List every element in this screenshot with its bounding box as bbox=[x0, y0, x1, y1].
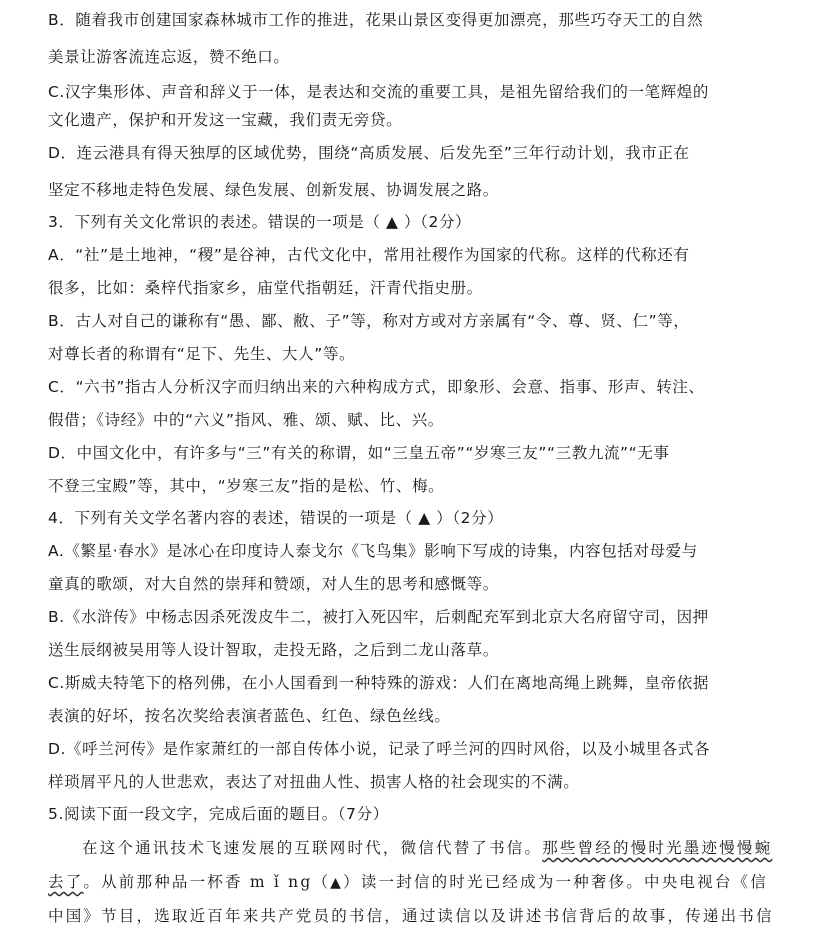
option-c-line-2: 文化遗产，保护和开发这一宝藏，我们责无旁贷。 bbox=[48, 111, 403, 129]
option-c-line-1: C.汉字集形体、声音和辞义于一体，是表达和交流的重要工具，是祖先留给我们的一笔辉煌的 bbox=[48, 83, 709, 101]
passage-text: 。从前那种品一杯香 m ǐ ng（ bbox=[83, 873, 331, 891]
passage-text: ）读一封信的时光已经成为一种奢侈。中央电视台《信 bbox=[343, 873, 768, 891]
question-4-title: 4．下列有关文学名著内容的表述，错误的一项是（ ▲ ）（2分） bbox=[48, 509, 504, 527]
q3-option-a-line-2: 很多，比如：桑梓代指家乡，庙堂代指朝廷，汗青代指史册。 bbox=[48, 279, 483, 297]
q3-option-a-line-1: A．“社”是土地神，“稷”是谷神，古代文化中，常用社稷作为国家的代称。这样的代称还有 bbox=[48, 246, 690, 264]
question-3-title: 3．下列有关文化常识的表述。错误的一项是（ ▲ ）（2分） bbox=[48, 213, 472, 231]
q3-option-d-line-2: 不登三宝殿”等，其中，“岁寒三友”指的是松、竹、梅。 bbox=[48, 477, 445, 495]
wavy-underlined-sentence-end: 去了 bbox=[48, 873, 84, 891]
passage-line-2 bbox=[48, 872, 778, 893]
q4-option-b-line-2: 送生辰纲被吴用等人设计智取，走投无路，之后到二龙山落草。 bbox=[48, 641, 499, 659]
passage-line-1 bbox=[82, 838, 773, 858]
option-b-line-2: 美景让游客流连忘返，赞不绝口。 bbox=[48, 48, 290, 66]
q3-option-b-line-1: B．古人对自己的谦称有“愚、鄙、敝、子”等，称对方或对方亲属有“令、尊、贤、仁”等， bbox=[48, 312, 690, 330]
wavy-underlined-sentence: 那些曾经的慢时光墨迹慢慢蜿 bbox=[542, 839, 773, 857]
q4-option-c-line-1: C.斯威夫特笔下的格列佛，在小人国看到一种特殊的游戏：人们在离地高绳上跳舞，皇帝依据 bbox=[48, 674, 709, 692]
passage-text: 在这个通讯技术飞速发展的互联网时代，微信代替了书信。 bbox=[82, 839, 543, 857]
q3-option-c-line-2: 假借；《诗经》中的“六义”指风、雅、颂、赋、比、兴。 bbox=[48, 411, 444, 429]
q4-option-c-line-2: 表演的好坏，按名次奖给表演者蓝色、红色、绿色丝线。 bbox=[48, 707, 451, 725]
q3-option-d-line-1: D．中国文化中，有许多与“三”有关的称谓，如“三皇五帝”“岁寒三友”“三教九流”“无事 bbox=[48, 444, 670, 462]
option-d-line-2: 坚定不移地走特色发展、绿色发展、创新发展、协调发展之路。 bbox=[48, 181, 499, 199]
q4-option-a-line-2: 童真的歌颂，对大自然的崇拜和赞颂，对人生的思考和感慨等。 bbox=[48, 575, 499, 593]
answer-blank-triangle-icon: ▲ bbox=[330, 875, 344, 891]
q4-option-d-line-2: 样琐屑平凡的人世悲欢，表达了对扭曲人性、损害人格的社会现实的不满。 bbox=[48, 773, 580, 791]
q3-option-b-line-2: 对尊长者的称谓有“足下、先生、大人”等。 bbox=[48, 345, 356, 363]
question-5-title: 5.阅读下面一段文字，完成后面的题目。（7分） bbox=[48, 805, 389, 823]
q4-option-b-line-1: B.《水浒传》中杨志因杀死泼皮牛二，被打入死囚牢，后刺配充军到北京大名府留守司，因押 bbox=[48, 608, 709, 626]
passage-line-3: 中国》节目，选取近百年来共产党员的书信，通过读信以及讲述书信背后的故事，传递出书信 bbox=[48, 907, 774, 925]
q4-option-d-line-1: D.《呼兰河传》是作家萧红的一部自传体小说，记录了呼兰河的四时风俗，以及小城里各式各 bbox=[48, 740, 711, 758]
option-d-line-1: D．连云港具有得天独厚的区域优势，围绕“高质发展、后发先至”三年行动计划，我市正在 bbox=[48, 144, 690, 162]
option-b-line-1: B．随着我市创建国家森林城市工作的推进，花果山景区变得更加漂亮，那些巧夺天工的自然 bbox=[48, 11, 704, 29]
q3-option-c-line-1: C．“六书”指古人分析汉字而归纳出来的六种构成方式，即象形、会意、指事、形声、转注、 bbox=[48, 378, 705, 396]
q4-option-a-line-1: A.《繁星·春水》是冰心在印度诗人泰戈尔《飞鸟集》影响下写成的诗集，内容包括对母爱与 bbox=[48, 542, 698, 560]
